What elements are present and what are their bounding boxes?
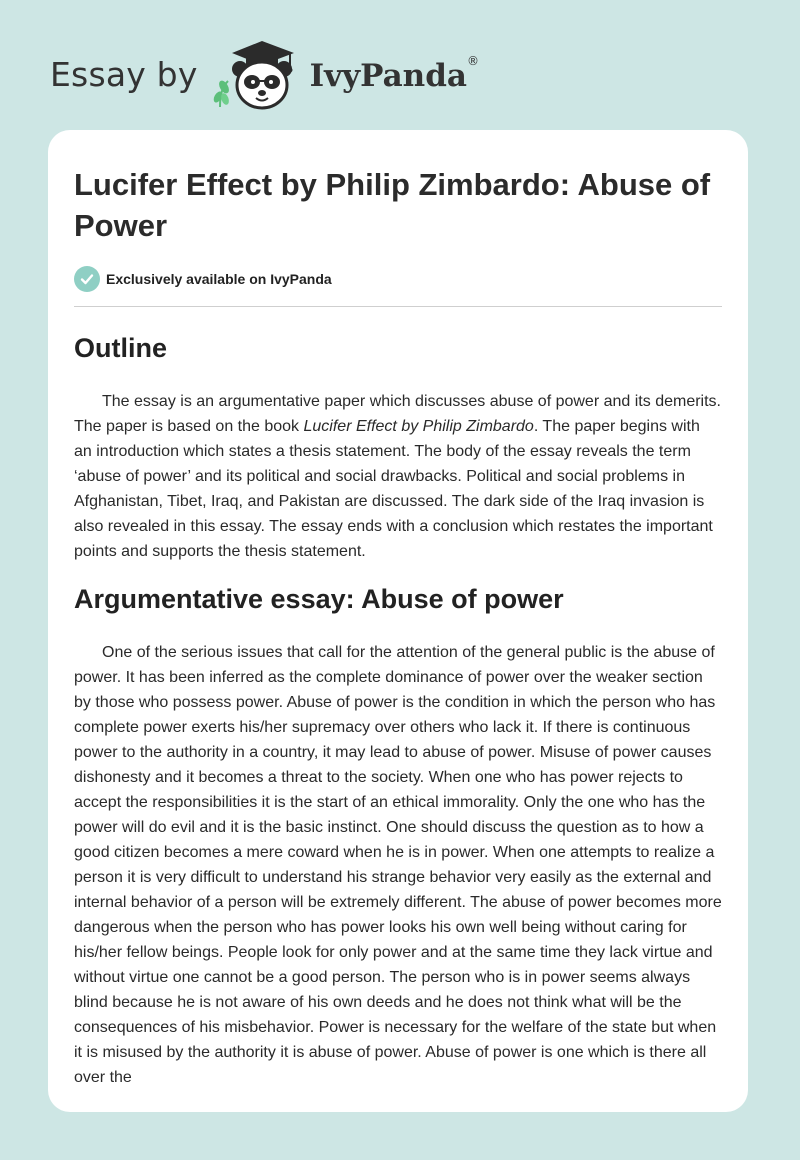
- section-heading-argumentative: Argumentative essay: Abuse of power: [74, 584, 564, 614]
- book-title: Lucifer Effect by Philip Zimbardo: [303, 418, 534, 435]
- outline-paragraph: The essay is an argumentative paper which discusses abuse of power and its demerits. The paper is based on the book Lucifer Effect by Philip Zimbardo. The paper begins with an introduction which states a thesis statement. The body of the essay reveals the term ‘abuse of power’ and its political and social drawbacks. Political and social problems in Afghanistan, Tibet, Iraq, and Pakistan are discussed. The dark side of the Iraq invasion is also revealed in this essay. The essay ends with a conclusion which restates the important points and supports the thesis statement.: [74, 393, 721, 560]
- argumentative-paragraph: One of the serious issues that call for the attention of the general public is the abuse of power. It has been inferred as the complete dominance of power over the weaker section by those who possess power. Abuse of power is the condition in which the person who has complete power exerts his/her supremacy over others who lack it. If there is continuous power to the authority in a country, it may lead to abuse of power. Misuse of power causes dishonesty and it becomes a threat to the society. When one who has power rejects to accept the responsibilities it is the start of an ethical immorality. Only the one who has the power will do evil and it is the basic instinct. One should discuss the question as to how a good citizen becomes a mere coward when he is in power. When one attempts to realize a person it is very difficult to understand his strange behavior very easily as the external and internal behavior of a person will be extremely different. The abuse of power becomes more dangerous when the person who has power looks his own well being without caring for his/her fellow beings. People look for only power and at the same time they lack virtue and without virtue one cannot be a good person. The person who is in power seems always blind because he is not aware of his own deeds and he does not think what will be the consequences of his misbehavior. Power is necessary for the welfare of the state but when it is misused by the authority it is abuse of power. Abuse of power is one which is there all over the: [74, 644, 722, 1086]
- divider: [74, 306, 722, 307]
- essay-title: Lucifer Effect by Philip Zimbardo: Abuse of Power: [74, 167, 711, 243]
- trademark-symbol: ®: [466, 53, 479, 68]
- panda-logo-icon: [212, 37, 304, 111]
- site-logo[interactable]: [50, 34, 479, 114]
- brand-name: IvyPanda®: [309, 53, 479, 94]
- check-icon: [74, 266, 100, 292]
- section-heading-outline: Outline: [74, 333, 167, 363]
- essay-card: [48, 130, 748, 1112]
- essay-content: [48, 130, 748, 1090]
- exclusive-badge: [74, 266, 722, 292]
- exclusive-label: Exclusively available on IvyPanda: [106, 271, 332, 287]
- essay-by-label: Essay by: [50, 54, 198, 94]
